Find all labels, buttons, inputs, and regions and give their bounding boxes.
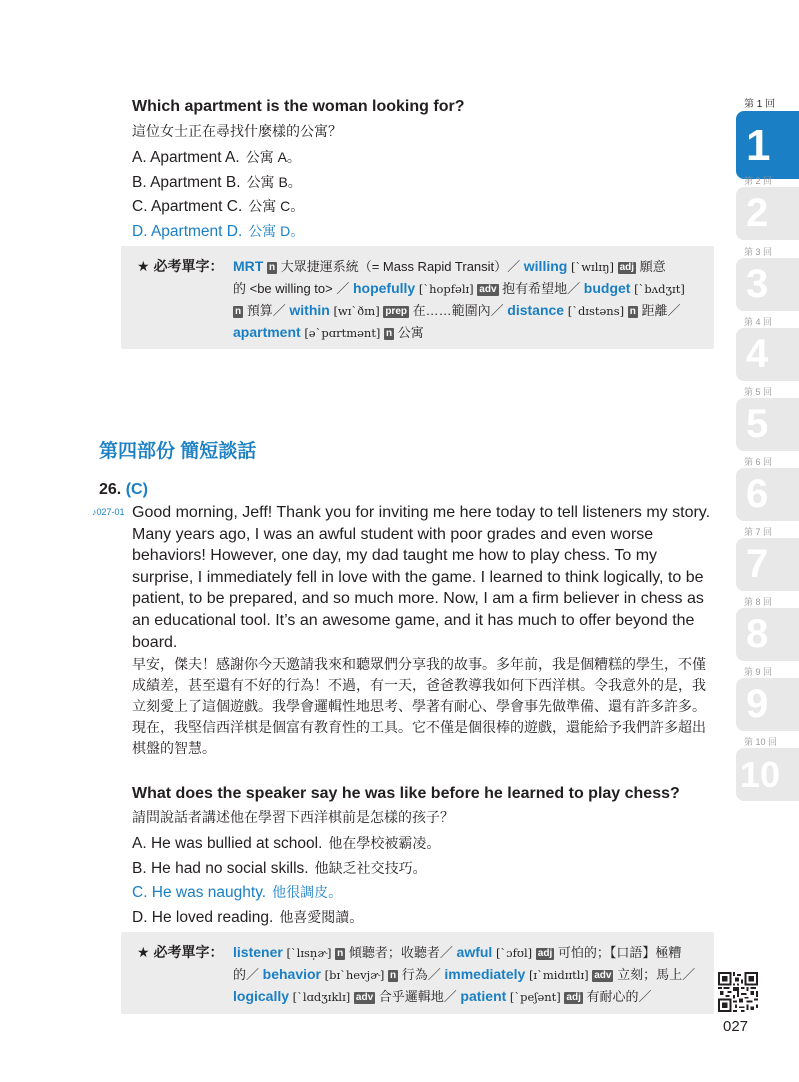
vocab-line: apartment [əˋpɑrtmənt] n 公寓 bbox=[233, 324, 424, 340]
tab-round-8[interactable]: 第 8 回 8 bbox=[736, 608, 799, 661]
vocab-label: ★ 必考單字： bbox=[137, 258, 224, 274]
tab-round-4[interactable]: 第 4 回 4 bbox=[736, 328, 799, 381]
page-number: 027 bbox=[723, 1018, 749, 1035]
option-d: D. He loved reading. 他喜愛閱讀。 bbox=[132, 909, 364, 926]
option-b: B. Apartment B. 公寓 B。 bbox=[132, 174, 302, 191]
option-c-correct: C. He was naughty. 他很調皮。 bbox=[132, 884, 343, 901]
option-d-correct: D. Apartment D. 公寓 D。 bbox=[132, 223, 305, 240]
tab-round-5[interactable]: 第 5 回 5 bbox=[736, 398, 799, 451]
question-en: Which apartment is the woman looking for? bbox=[132, 98, 465, 115]
vocab-line: 的 <be willing to> ／ hopefully [ˋhopfəlɪ] adv 抱有希望地／ budget [ˋbʌdʒɪt] bbox=[233, 280, 685, 296]
passage-text: Good morning, Jeff! Thank you for inviting me here today to tell listeners my story. Many years ago, I was an awful student with poor grades and even worse behaviors! However, one day, my dad taught me how to play chess. To my surprise, I immediately fell in love with the game. I learned to think logically, to be patient, to be prepared, and so much more. Now, I am a firm believer in chess as an educational tool. It’s an awesome game, and it has much to offer beyond the board. bbox=[132, 504, 711, 651]
answer-key: (C) bbox=[125, 481, 148, 498]
vocab-line: MRT n 大眾捷運系統（= Mass Rapid Transit）／ willing [ˋwɪlɪŋ] adj 願意 bbox=[233, 258, 666, 274]
passage-translation: 早安，傑夫！感謝你今天邀請我來和聽眾們分享我的故事。多年前，我是個糟糕的學生，不僅成績差，甚至還有不好的行為！不過，有一天，爸爸教導我如何下西洋棋。令我意外的是，我立刻愛上了這個遊戲。我學會邏輯性地思考、學著有耐心、學會事先做準備、還有許多許多。現在，我堅信西洋棋是個富有教育性的工具。它不僅是個很棒的遊戲，還能給予我們許多超出棋盤的智慧。 bbox=[132, 656, 706, 756]
question-zh: 這位女士正在尋找什麼樣的公寓？ bbox=[132, 123, 342, 139]
vocab-box-1 bbox=[121, 246, 714, 349]
section-title: 第四部份 簡短談話 bbox=[99, 441, 257, 462]
question-number: 26. (C) bbox=[99, 481, 148, 498]
qr-code-icon[interactable] bbox=[718, 972, 758, 1012]
option-a: A. Apartment A. 公寓 A。 bbox=[132, 149, 301, 166]
tab-round-3[interactable]: 第 3 回 3 bbox=[736, 258, 799, 311]
vocab-line: n 預算／ within [wɪˋðɪn] prep 在……範圍內／ distance [ˋdɪstəns] n 距離／ bbox=[235, 302, 681, 318]
option-a: A. He was bullied at school. 他在學校被霸凌。 bbox=[132, 835, 441, 852]
vocab-box-2 bbox=[121, 932, 714, 1014]
vocab-line: listener [ˋlɪsn̩ɚ] n 傾聽者；收聽者／ awful [ˋɔfʊl] adj 可怕的；【口語】極糟 bbox=[233, 944, 682, 960]
tab-round-6[interactable]: 第 6 回 6 bbox=[736, 468, 799, 521]
vocab-label: ★ 必考單字： bbox=[137, 944, 224, 960]
question-zh: 請問說話者講述他在學習下西洋棋前是怎樣的孩子？ bbox=[132, 809, 454, 825]
vocab-line: logically [ˋlɑdʒɪklɪ] adv 合乎邏輯地／ patient [ˋpeʃənt] adj 有耐心的／ bbox=[233, 988, 652, 1004]
tab-round-9[interactable]: 第 9 回 9 bbox=[736, 678, 799, 731]
option-c: C. Apartment C. 公寓 C。 bbox=[132, 198, 305, 215]
tab-round-2[interactable]: 第 2 回 2 bbox=[736, 187, 799, 240]
tab-round-1[interactable]: 第 1 回 1 bbox=[736, 111, 799, 179]
tab-round-10[interactable]: 第 10 回 10 bbox=[736, 748, 799, 801]
question-en: What does the speaker say he was like before he learned to play chess? bbox=[132, 785, 680, 802]
audio-track-label[interactable]: ♪027-01 bbox=[92, 507, 125, 517]
option-b: B. He had no social skills. 他缺乏社交技巧。 bbox=[132, 860, 427, 877]
vocab-line: 的／ behavior [bɪˋhevjɚ] n 行為／ immediately [ɪˋmidɪɪtlɪ] adv 立刻；馬上／ bbox=[233, 966, 696, 982]
tab-round-7[interactable]: 第 7 回 7 bbox=[736, 538, 799, 591]
